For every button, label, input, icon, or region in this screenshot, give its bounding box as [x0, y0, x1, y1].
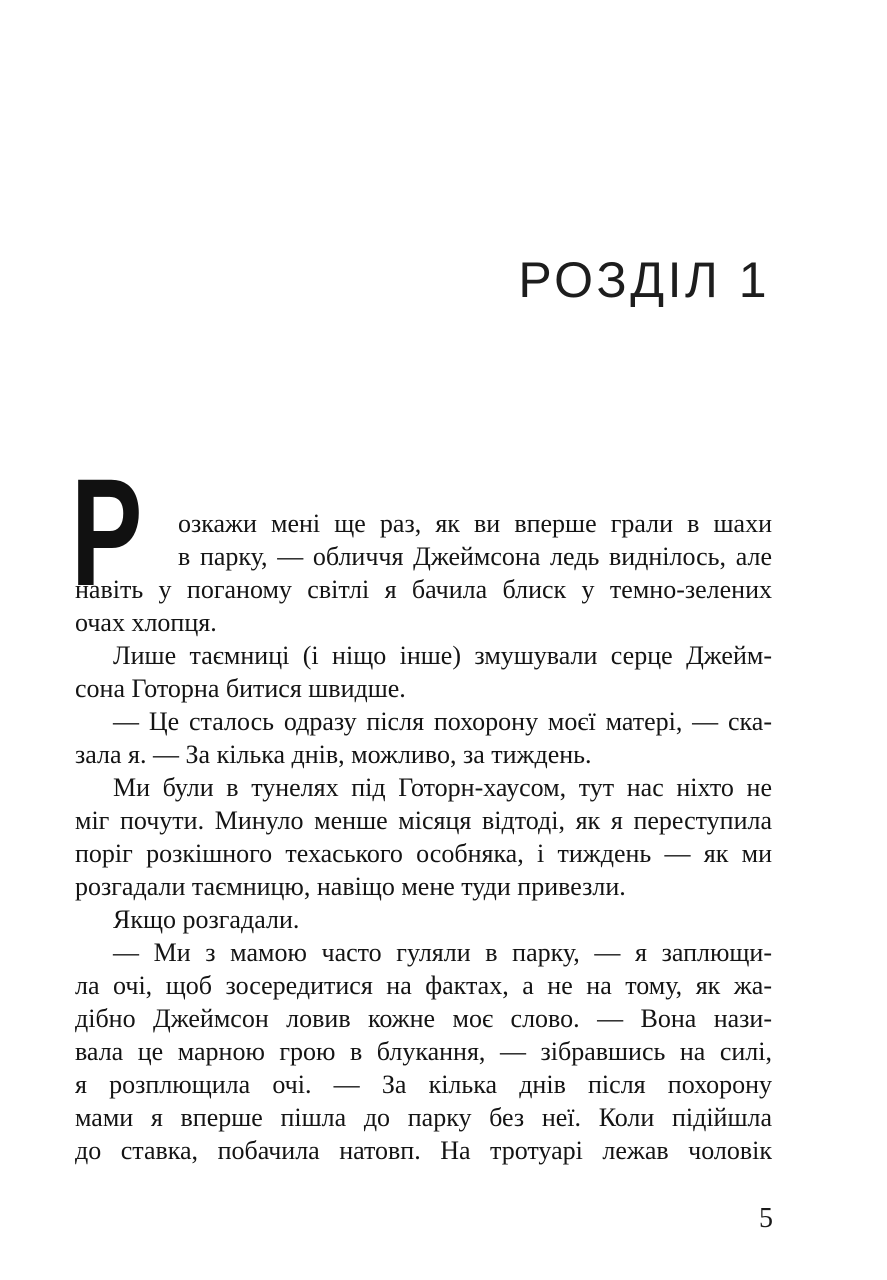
text-line: — Це сталось одразу після похорону моєї матері, — ска- — [113, 707, 772, 736]
text-line: озкажи мені ще раз, як ви вперше грали в шахи — [178, 509, 772, 538]
paragraphs — [75, 507, 772, 1167]
text-line: мами я вперше пішла до парку без неї. Коли підійшла — [75, 1103, 772, 1132]
text-line: розгадали таємницю, навіщо мене туди привезли. — [75, 872, 626, 901]
text-line: поріг розкішного техаського особняка, і тиждень — як ми — [75, 839, 772, 868]
drop-cap: Р — [71, 447, 143, 618]
text-line: навіть у поганому світлі я бачила блиск у темно-зелених — [75, 575, 772, 604]
text-line: зала я. — За кілька днів, можливо, за тиждень. — [75, 740, 592, 769]
text-line: очах хлопця. — [75, 608, 217, 637]
text-block — [71, 447, 772, 1167]
text-line: я розплющила очі. — За кілька днів після похорону — [75, 1070, 772, 1099]
text-line: Ми були в тунелях під Готорн-хаусом, тут нас ніхто не — [113, 773, 772, 802]
text-line: Якщо розгадали. — [113, 905, 300, 934]
text-line: міг почути. Минуло менше місяця відтоді, як я переступила — [75, 806, 772, 835]
text-line: — Ми з мамою часто гуляли в парку, — я заплющи- — [113, 938, 772, 967]
text-line: до ставка, побачила натовп. На тротуарі лежав чоловік — [75, 1136, 772, 1165]
chapter-heading: РОЗДІЛ 1 — [518, 252, 770, 308]
page-number: 5 — [759, 1203, 773, 1234]
text-line: в парку, — обличчя Джеймсона ледь виднілось, але — [178, 542, 772, 571]
text-line: ла очі, щоб зосередитися на фактах, а не на тому, як жа- — [75, 971, 772, 1000]
text-line: вала це марною грою в блукання, — зібравшись на силі, — [75, 1037, 772, 1066]
text-line: дібно Джеймсон ловив кожне моє слово. — Вона нази- — [75, 1004, 772, 1033]
text-line: сона Готорна битися швидше. — [75, 674, 406, 703]
text-line: Лише таємниці (і ніщо інше) змушували серце Джейм- — [113, 641, 772, 670]
